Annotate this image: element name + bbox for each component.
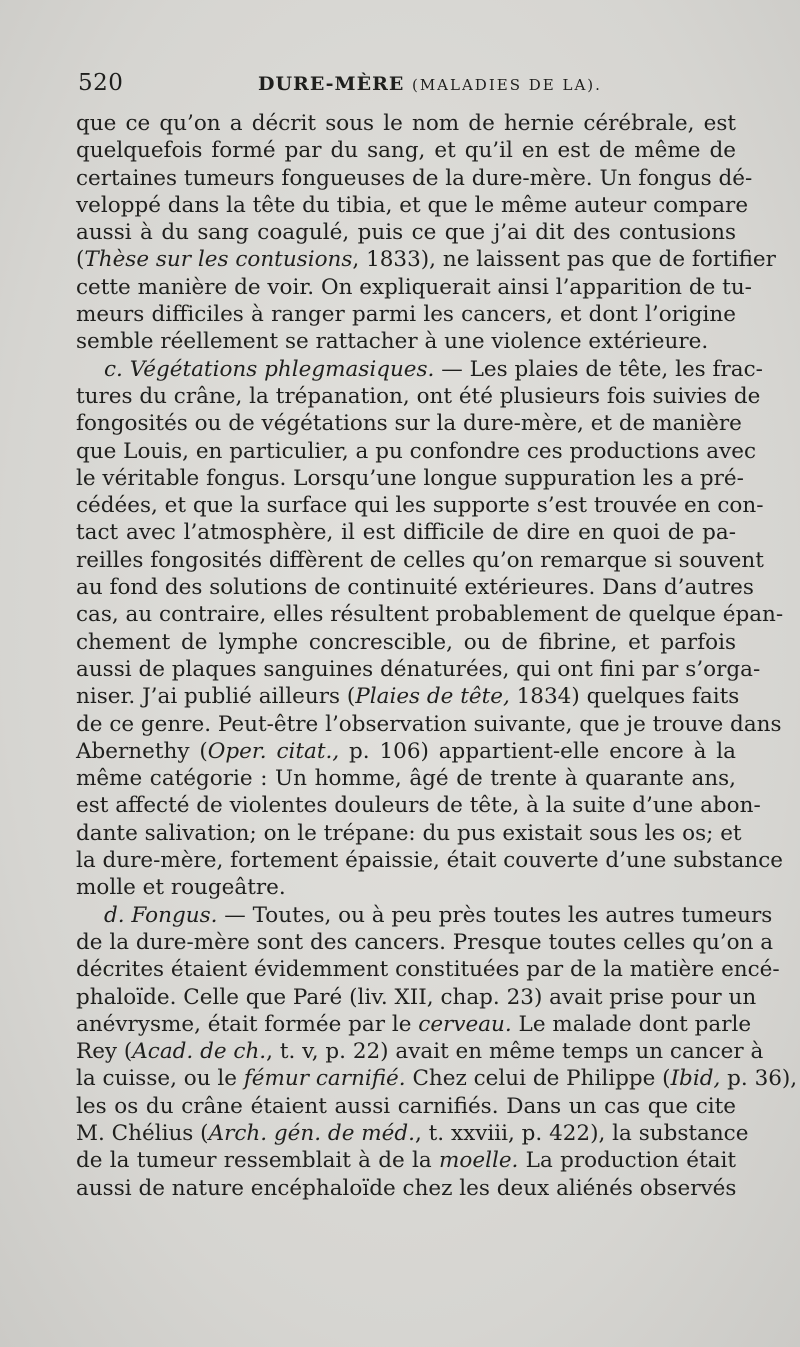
text-run: M. Chélius ( xyxy=(76,1120,209,1146)
text-run: reilles fongosités diffèrent de celles qu’on remarque si souvent xyxy=(76,547,764,573)
text-run: Rey ( xyxy=(76,1039,133,1065)
text-run: tact avec l’atmosphère, il est difficile de dire en quoi de pa- xyxy=(76,520,736,546)
text-run: aussi de plaques sanguines dénaturées, qui ont fini par s’orga- xyxy=(76,656,761,682)
text-line xyxy=(76,683,740,710)
italic-text: Plaies de tête, xyxy=(355,684,510,710)
text-line xyxy=(76,601,784,628)
text-run: de la dure-mère sont des cancers. Presque toutes celles qu’on a xyxy=(76,929,774,955)
text-run: quelquefois formé par du sang, et qu’il en est de même de xyxy=(76,138,736,164)
text-run: tures du crâne, la trépanation, ont été plusieurs fois suivies de xyxy=(76,383,761,409)
text-run: même catégorie : Un homme, âgé de trente à quarante ans, xyxy=(76,766,736,792)
text-run: de la tumeur ressemblait à de la xyxy=(76,1148,440,1174)
text-line xyxy=(76,1093,736,1120)
text-run: décrites étaient évidemment constituées par de la matière encé- xyxy=(76,957,780,983)
text-run: aussi de nature encéphaloïde chez les deux aliénés observés xyxy=(76,1175,737,1201)
text-line xyxy=(76,711,782,738)
text-line xyxy=(76,1011,752,1038)
text-run: aussi à du sang coagulé, puis ce que j’ai dit des contusions xyxy=(76,220,736,246)
text-run: fongosités ou de végétations sur la dure-mère, et de manière xyxy=(76,411,742,437)
text-run: cette manière de voir. On expliquerait ainsi l’apparition de tu- xyxy=(76,274,752,300)
text-run: chement de lymphe concrescible, ou de fibrine, et parfois xyxy=(76,629,736,655)
text-line xyxy=(76,1038,764,1065)
running-title xyxy=(258,73,602,95)
text-run: , t. xxviii, p. 422), la substance xyxy=(414,1120,749,1146)
text-run: les os du crâne étaient aussi carnifiés. Dans un cas que cite xyxy=(76,1093,736,1119)
text-run: cas, au contraire, elles résultent probablement de quelque épan- xyxy=(76,602,784,628)
text-line xyxy=(76,738,736,765)
text-run: Chez celui de Philippe ( xyxy=(405,1066,671,1092)
text-line xyxy=(76,165,753,192)
italic-text: Thèse sur les contusions xyxy=(84,247,353,273)
text-line xyxy=(76,574,754,601)
text-run: certaines tumeurs fongueuses de la dure-mère. Un fongus dé- xyxy=(76,165,753,191)
text-run: semble réellement se rattacher à une violence extérieure. xyxy=(76,329,709,355)
text-run: la dure-mère, fortement épaissie, était couverte d’une substance xyxy=(76,848,783,874)
text-line xyxy=(76,847,783,874)
text-run: la cuisse, ou le xyxy=(76,1066,244,1092)
text-line xyxy=(76,328,736,355)
text-line xyxy=(76,465,744,492)
text-line xyxy=(76,765,736,792)
text-line xyxy=(76,984,757,1011)
text-line xyxy=(76,356,763,383)
page-number: 520 xyxy=(78,70,124,96)
text-run: Le malade dont parle xyxy=(511,1011,752,1037)
text-run: p. 36), xyxy=(720,1066,798,1092)
text-line xyxy=(76,629,736,656)
text-run: , t. v, p. 22) avait en même temps un cancer à xyxy=(266,1039,764,1065)
text-line xyxy=(76,929,774,956)
italic-text: fémur carnifié. xyxy=(243,1066,406,1092)
text-line xyxy=(76,820,742,847)
text-line xyxy=(76,246,776,273)
text-line xyxy=(76,956,780,983)
text-run: est affecté de violentes douleurs de tête, à la suite d’une abon- xyxy=(76,793,761,819)
running-title-main: DURE-MÈRE xyxy=(258,73,405,95)
text-line xyxy=(76,519,736,546)
text-line xyxy=(76,656,761,683)
text-line xyxy=(76,438,756,465)
text-line xyxy=(76,492,764,519)
text-run: phaloïde. Celle que Paré (liv. XII, chap. 23) avait prise pour un xyxy=(76,984,757,1010)
text-run: ( xyxy=(76,247,85,273)
running-header xyxy=(78,70,738,106)
text-line xyxy=(76,902,773,929)
text-line xyxy=(76,874,736,901)
text-line xyxy=(76,301,736,328)
italic-text: moelle. xyxy=(439,1148,519,1174)
text-line xyxy=(76,1147,736,1174)
text-line xyxy=(76,110,736,137)
text-run: anévrysme, était formée par le xyxy=(76,1011,419,1037)
text-run: — Toutes, ou à peu près toutes les autres tumeurs xyxy=(217,902,773,928)
italic-text: Oper. citat., xyxy=(207,738,340,764)
text-run: p. 106) appartient-elle encore à la xyxy=(339,738,737,764)
text-line xyxy=(76,410,742,437)
text-run: , 1833), ne laissent pas que de fortifier xyxy=(352,247,776,273)
text-line xyxy=(76,274,752,301)
text-line xyxy=(76,219,736,246)
text-run: dante salivation; on le trépane: du pus existait sous les os; et xyxy=(76,820,742,846)
text-run: veloppé dans la tête du tibia, et que le même auteur compare xyxy=(76,192,749,218)
text-run: que ce qu’on a décrit sous le nom de hernie cérébrale, est xyxy=(76,111,736,136)
running-title-sub: (MALADIES DE LA). xyxy=(411,76,602,94)
text-run: — Les plaies de tête, les frac- xyxy=(434,356,763,382)
italic-text: Acad. de ch. xyxy=(132,1039,267,1065)
text-run: meurs difficiles à ranger parmi les cancers, et dont l’origine xyxy=(76,302,736,328)
text-run: de ce genre. Peut-être l’observation suivante, que je trouve dans xyxy=(76,711,782,737)
italic-text: Ibid, xyxy=(670,1066,721,1092)
body-text xyxy=(76,110,798,1202)
text-run: au fond des solutions de continuité extérieures. Dans d’autres xyxy=(76,575,754,601)
text-run: niser. J’ai publié ailleurs ( xyxy=(76,684,356,710)
text-line xyxy=(76,1120,749,1147)
text-line xyxy=(76,383,761,410)
italic-text: c. Végétations phlegmasiques. xyxy=(104,356,435,382)
italic-text: cerveau. xyxy=(418,1011,512,1037)
text-run: que Louis, en particulier, a pu confondre ces productions avec xyxy=(76,438,756,464)
text-line xyxy=(76,792,761,819)
text-line xyxy=(76,547,764,574)
text-run: cédées, et que la surface qui les supporte s’est trouvée en con- xyxy=(76,493,764,519)
text-line xyxy=(76,137,736,164)
text-run: Abernethy ( xyxy=(76,738,208,764)
text-line xyxy=(76,1175,736,1202)
text-run: 1834) quelques faits xyxy=(509,684,740,710)
text-line xyxy=(76,192,749,219)
italic-text: Arch. gén. de méd. xyxy=(208,1120,415,1146)
text-run: La production était xyxy=(518,1148,736,1174)
italic-text: d. Fongus. xyxy=(104,902,218,928)
text-run: le véritable fongus. Lorsqu’une longue suppuration les a pré- xyxy=(76,465,744,491)
text-run: molle et rougeâtre. xyxy=(76,875,286,901)
text-line xyxy=(76,1065,798,1092)
